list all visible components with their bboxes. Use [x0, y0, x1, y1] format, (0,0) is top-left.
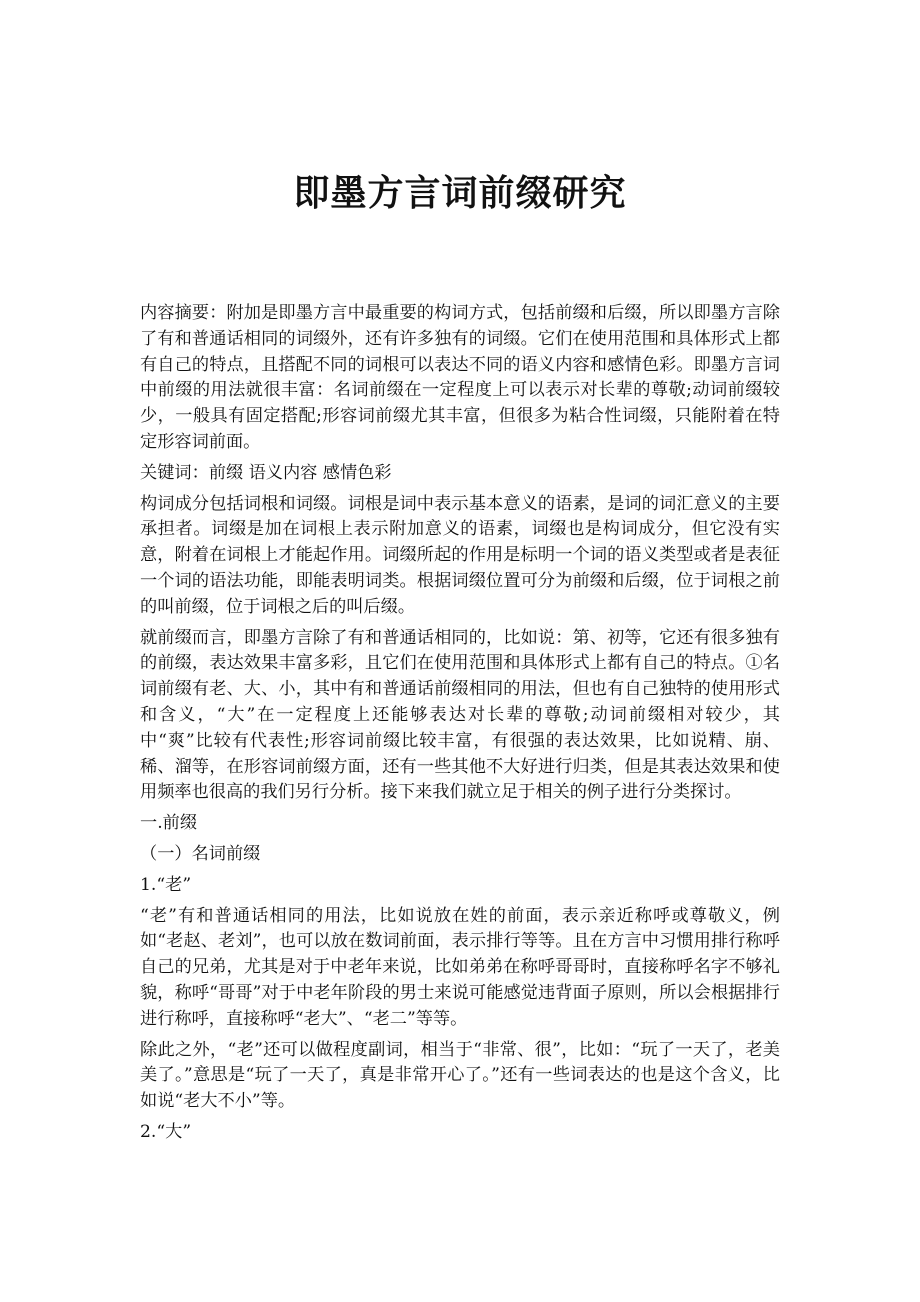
item-heading-da: 2.“大” — [140, 1121, 192, 1142]
item-heading-lao: 1.“老” — [140, 874, 192, 895]
body-paragraph-1: 构词成分包括词根和词缀。词根是词中表示基本意义的语素，是词的词汇意义的主要承担者。词缀是加在词根上表示附加意义的语素，词缀也是构词成分，但它没有实意，附着在词根上才能起作用。词缀所起的作用是标明一个词的语义类型或者是表征一个词的语法功能，即能表明词类。根据词缀位置可分为前缀和后缀，位于词根之前的叫前缀，位于词根之后的叫后缀。 — [140, 493, 780, 617]
section-heading-prefix: 一.前缀 — [140, 813, 198, 834]
keywords-line: 关键词：前缀 语义内容 感情色彩 — [140, 462, 392, 483]
document-title: 即墨方言词前缀研究 — [293, 172, 627, 214]
body-paragraph-3: “老”有和普通话相同的用法，比如说放在姓的前面，表示亲近称呼或尊敬义，例如“老赵、老刘”，也可以放在数词前面，表示排行等等。且在方言中习惯用排行称呼自己的兄弟，尤其是对于中老年来说，比如弟弟在称呼哥哥时，直接称呼名字不够礼貌，称呼“哥哥”对于中老年阶段的男士来说可能感觉违背面子原则，所以会根据排行进行称呼，直接称呼“老大”、“老二”等等。 — [140, 905, 780, 1029]
body-paragraph-2: 就前缀而言，即墨方言除了有和普通话相同的，比如说：第、初等，它还有很多独有的前缀，表达效果丰富多彩，且它们在使用范围和具体形式上都有自己的特点。①名词前缀有老、大、小，其中有和普通话前缀相同的用法，但也有自己独特的使用形式和含义，“大”在一定程度上还能够表达对长辈的尊敬;动词前缀相对较少，其中“爽”比较有代表性;形容词前缀比较丰富，有很强的表达效果，比如说精、崩、稀、溜等，在形容词前缀方面，还有一些其他不大好进行归类，但是其表达效果和使用频率也很高的我们另行分析。接下来我们就立足于相关的例子进行分类探讨。 — [140, 627, 780, 803]
document-body — [140, 301, 780, 1151]
subsection-heading-noun-prefix: （一）名词前缀 — [140, 843, 261, 864]
body-paragraph-4: 除此之外，“老”还可以做程度副词，相当于“非常、很”，比如：“玩了一天了，老美美了。”意思是“玩了一天了，真是非常开心了。”还有一些词表达的也是这个含义，比如说“老大不小”等。 — [140, 1039, 780, 1112]
abstract-paragraph: 内容摘要：附加是即墨方言中最重要的构词方式，包括前缀和后缀，所以即墨方言除了有和普通话相同的词缀外，还有许多独有的词缀。它们在使用范围和具体形式上都有自己的特点，且搭配不同的词根可以表达不同的语义内容和感情色彩。即墨方言词中前缀的用法就很丰富：名词前缀在一定程度上可以表示对长辈的尊敬;动词前缀较少，一般具有固定搭配;形容词前缀尤其丰富，但很多为粘合性词缀，只能附着在特定形容词前面。 — [140, 303, 780, 452]
